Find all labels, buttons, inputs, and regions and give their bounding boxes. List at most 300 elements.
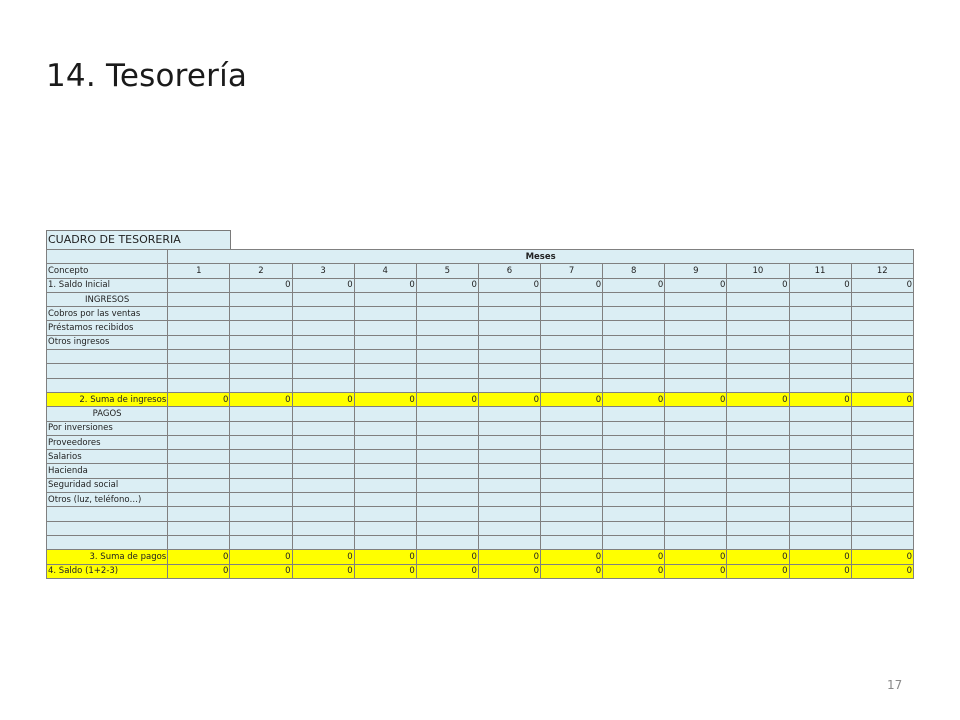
value-cell[interactable]: 0 xyxy=(665,278,727,292)
value-cell[interactable] xyxy=(789,407,851,421)
value-cell[interactable] xyxy=(789,307,851,321)
header-row-meses xyxy=(47,250,914,264)
value-cell[interactable]: 0 xyxy=(603,392,665,406)
value-cell[interactable] xyxy=(851,407,913,421)
header-blank-cell xyxy=(47,250,168,264)
value-cell[interactable] xyxy=(665,307,727,321)
value-cell[interactable] xyxy=(851,435,913,449)
value-cell[interactable] xyxy=(603,378,665,392)
table-row xyxy=(47,464,914,478)
value-cell[interactable] xyxy=(603,521,665,535)
value-cell[interactable] xyxy=(789,335,851,349)
value-cell[interactable] xyxy=(665,521,727,535)
row-label: 2. Suma de ingresos xyxy=(47,392,168,406)
value-cell[interactable] xyxy=(789,521,851,535)
value-cell[interactable] xyxy=(603,493,665,507)
value-cell[interactable]: 0 xyxy=(416,278,478,292)
value-cell[interactable]: 0 xyxy=(603,550,665,564)
value-cell[interactable] xyxy=(354,335,416,349)
value-cell[interactable]: 0 xyxy=(665,392,727,406)
table-row xyxy=(47,535,914,549)
value-cell[interactable] xyxy=(478,450,540,464)
value-cell[interactable]: 0 xyxy=(230,392,292,406)
sheet-title: CUADRO DE TESORERIA xyxy=(46,230,231,249)
month-header-5: 5 xyxy=(416,264,478,278)
value-cell[interactable] xyxy=(416,464,478,478)
value-cell[interactable] xyxy=(851,321,913,335)
value-cell[interactable] xyxy=(230,292,292,306)
value-cell[interactable] xyxy=(292,507,354,521)
value-cell[interactable] xyxy=(603,407,665,421)
value-cell[interactable] xyxy=(230,421,292,435)
value-cell[interactable]: 0 xyxy=(416,550,478,564)
value-cell[interactable] xyxy=(789,321,851,335)
value-cell[interactable] xyxy=(168,307,230,321)
value-cell[interactable] xyxy=(416,421,478,435)
value-cell[interactable] xyxy=(727,378,789,392)
value-cell[interactable] xyxy=(292,292,354,306)
value-cell[interactable] xyxy=(789,507,851,521)
value-cell[interactable]: 0 xyxy=(851,550,913,564)
row-label: INGRESOS xyxy=(47,292,168,306)
value-cell[interactable] xyxy=(541,535,603,549)
months-group-header: Meses xyxy=(168,250,914,264)
value-cell[interactable] xyxy=(478,350,540,364)
value-cell[interactable] xyxy=(292,493,354,507)
value-cell[interactable] xyxy=(851,478,913,492)
value-cell[interactable] xyxy=(727,350,789,364)
month-header-11: 11 xyxy=(789,264,851,278)
value-cell[interactable] xyxy=(665,364,727,378)
value-cell[interactable] xyxy=(665,507,727,521)
value-cell[interactable] xyxy=(603,450,665,464)
value-cell[interactable]: 0 xyxy=(354,550,416,564)
table-row xyxy=(47,550,914,564)
value-cell[interactable] xyxy=(541,507,603,521)
value-cell[interactable] xyxy=(727,493,789,507)
value-cell[interactable]: 0 xyxy=(292,564,354,578)
value-cell[interactable] xyxy=(230,364,292,378)
value-cell[interactable] xyxy=(292,350,354,364)
value-cell[interactable] xyxy=(603,507,665,521)
value-cell[interactable] xyxy=(727,435,789,449)
value-cell[interactable] xyxy=(416,350,478,364)
value-cell[interactable]: 0 xyxy=(727,550,789,564)
value-cell[interactable] xyxy=(851,292,913,306)
value-cell[interactable]: 0 xyxy=(478,550,540,564)
value-cell[interactable]: 0 xyxy=(727,564,789,578)
value-cell[interactable] xyxy=(727,421,789,435)
value-cell[interactable] xyxy=(665,292,727,306)
value-cell[interactable] xyxy=(789,450,851,464)
value-cell[interactable] xyxy=(478,478,540,492)
value-cell[interactable] xyxy=(541,421,603,435)
value-cell[interactable] xyxy=(230,521,292,535)
table-row xyxy=(47,278,914,292)
value-cell[interactable]: 0 xyxy=(354,392,416,406)
value-cell[interactable] xyxy=(230,321,292,335)
row-label: Por inversiones xyxy=(47,421,168,435)
value-cell[interactable]: 0 xyxy=(292,278,354,292)
value-cell[interactable] xyxy=(541,464,603,478)
table-row xyxy=(47,564,914,578)
value-cell[interactable]: 0 xyxy=(665,550,727,564)
value-cell[interactable] xyxy=(168,493,230,507)
value-cell[interactable]: 0 xyxy=(789,278,851,292)
value-cell[interactable] xyxy=(478,507,540,521)
value-cell[interactable]: 0 xyxy=(789,550,851,564)
value-cell[interactable] xyxy=(603,350,665,364)
row-label xyxy=(47,507,168,521)
value-cell[interactable] xyxy=(292,421,354,435)
value-cell[interactable] xyxy=(168,535,230,549)
value-cell[interactable] xyxy=(541,450,603,464)
value-cell[interactable] xyxy=(541,435,603,449)
value-cell[interactable] xyxy=(416,321,478,335)
table-row xyxy=(47,378,914,392)
value-cell[interactable] xyxy=(541,292,603,306)
value-cell[interactable] xyxy=(292,535,354,549)
row-label xyxy=(47,535,168,549)
row-label xyxy=(47,521,168,535)
value-cell[interactable] xyxy=(416,535,478,549)
row-label: Otros ingresos xyxy=(47,335,168,349)
value-cell[interactable]: 0 xyxy=(230,278,292,292)
value-cell[interactable] xyxy=(478,421,540,435)
value-cell[interactable] xyxy=(665,378,727,392)
value-cell[interactable] xyxy=(168,350,230,364)
value-cell[interactable] xyxy=(292,478,354,492)
value-cell[interactable] xyxy=(292,435,354,449)
value-cell[interactable] xyxy=(541,493,603,507)
row-label: Salarios xyxy=(47,450,168,464)
row-label xyxy=(47,350,168,364)
value-cell[interactable] xyxy=(354,292,416,306)
value-cell[interactable] xyxy=(789,364,851,378)
value-cell[interactable] xyxy=(354,535,416,549)
table-row xyxy=(47,350,914,364)
value-cell[interactable] xyxy=(168,478,230,492)
value-cell[interactable] xyxy=(851,535,913,549)
value-cell[interactable]: 0 xyxy=(416,392,478,406)
value-cell[interactable] xyxy=(354,507,416,521)
value-cell[interactable]: 0 xyxy=(541,550,603,564)
value-cell[interactable] xyxy=(851,493,913,507)
value-cell[interactable] xyxy=(292,521,354,535)
value-cell[interactable]: 0 xyxy=(541,278,603,292)
value-cell[interactable] xyxy=(727,307,789,321)
value-cell[interactable]: 0 xyxy=(354,278,416,292)
value-cell[interactable] xyxy=(665,350,727,364)
value-cell[interactable] xyxy=(354,493,416,507)
value-cell[interactable] xyxy=(789,435,851,449)
value-cell[interactable] xyxy=(541,364,603,378)
table-row xyxy=(47,493,914,507)
value-cell[interactable] xyxy=(727,292,789,306)
value-cell[interactable] xyxy=(665,450,727,464)
value-cell[interactable] xyxy=(603,321,665,335)
value-cell[interactable]: 0 xyxy=(851,564,913,578)
value-cell[interactable] xyxy=(168,435,230,449)
value-cell[interactable]: 0 xyxy=(292,392,354,406)
value-cell[interactable] xyxy=(292,450,354,464)
value-cell[interactable] xyxy=(541,307,603,321)
value-cell[interactable] xyxy=(727,364,789,378)
value-cell[interactable]: 0 xyxy=(478,392,540,406)
value-cell[interactable] xyxy=(789,535,851,549)
value-cell[interactable] xyxy=(727,478,789,492)
value-cell[interactable] xyxy=(478,407,540,421)
value-cell[interactable] xyxy=(478,464,540,478)
value-cell[interactable] xyxy=(851,450,913,464)
value-cell[interactable] xyxy=(478,521,540,535)
value-cell[interactable] xyxy=(416,435,478,449)
value-cell[interactable] xyxy=(292,407,354,421)
month-header-7: 7 xyxy=(541,264,603,278)
value-cell[interactable]: 0 xyxy=(230,550,292,564)
value-cell[interactable] xyxy=(603,335,665,349)
value-cell[interactable] xyxy=(416,450,478,464)
value-cell[interactable] xyxy=(354,407,416,421)
value-cell[interactable] xyxy=(541,321,603,335)
row-label xyxy=(47,378,168,392)
value-cell[interactable] xyxy=(665,478,727,492)
value-cell[interactable] xyxy=(851,364,913,378)
value-cell[interactable] xyxy=(354,378,416,392)
value-cell[interactable] xyxy=(230,307,292,321)
value-cell[interactable] xyxy=(292,464,354,478)
value-cell[interactable] xyxy=(478,535,540,549)
value-cell[interactable]: 0 xyxy=(478,564,540,578)
value-cell[interactable] xyxy=(168,450,230,464)
value-cell[interactable] xyxy=(168,521,230,535)
value-cell[interactable] xyxy=(354,307,416,321)
value-cell[interactable] xyxy=(665,321,727,335)
value-cell[interactable]: 0 xyxy=(230,564,292,578)
value-cell[interactable] xyxy=(168,364,230,378)
value-cell[interactable] xyxy=(354,478,416,492)
value-cell[interactable] xyxy=(230,378,292,392)
value-cell[interactable] xyxy=(416,478,478,492)
row-label: Hacienda xyxy=(47,464,168,478)
value-cell[interactable]: 0 xyxy=(354,564,416,578)
value-cell[interactable] xyxy=(789,493,851,507)
value-cell[interactable] xyxy=(478,378,540,392)
value-cell[interactable]: 0 xyxy=(727,278,789,292)
value-cell[interactable] xyxy=(416,335,478,349)
value-cell[interactable] xyxy=(354,435,416,449)
value-cell[interactable] xyxy=(665,407,727,421)
value-cell[interactable] xyxy=(354,364,416,378)
value-cell[interactable]: 0 xyxy=(416,564,478,578)
value-cell[interactable] xyxy=(727,450,789,464)
row-label: Seguridad social xyxy=(47,478,168,492)
value-cell[interactable] xyxy=(168,378,230,392)
value-cell[interactable] xyxy=(603,435,665,449)
month-header-6: 6 xyxy=(478,264,540,278)
value-cell[interactable] xyxy=(168,292,230,306)
value-cell[interactable] xyxy=(603,307,665,321)
value-cell[interactable] xyxy=(168,278,230,292)
table-row xyxy=(47,364,914,378)
value-cell[interactable] xyxy=(851,507,913,521)
table-row xyxy=(47,435,914,449)
month-header-9: 9 xyxy=(665,264,727,278)
value-cell[interactable] xyxy=(292,321,354,335)
value-cell[interactable] xyxy=(665,493,727,507)
value-cell[interactable] xyxy=(665,464,727,478)
value-cell[interactable] xyxy=(603,364,665,378)
value-cell[interactable] xyxy=(665,535,727,549)
row-label: 4. Saldo (1+2-3) xyxy=(47,564,168,578)
value-cell[interactable] xyxy=(727,521,789,535)
value-cell[interactable] xyxy=(727,407,789,421)
value-cell[interactable] xyxy=(230,464,292,478)
value-cell[interactable]: 0 xyxy=(292,550,354,564)
value-cell[interactable] xyxy=(789,421,851,435)
value-cell[interactable]: 0 xyxy=(603,278,665,292)
table-row xyxy=(47,521,914,535)
value-cell[interactable]: 0 xyxy=(851,392,913,406)
value-cell[interactable] xyxy=(603,292,665,306)
value-cell[interactable] xyxy=(416,378,478,392)
value-cell[interactable] xyxy=(354,321,416,335)
value-cell[interactable] xyxy=(603,535,665,549)
value-cell[interactable] xyxy=(168,407,230,421)
value-cell[interactable] xyxy=(230,350,292,364)
value-cell[interactable] xyxy=(230,407,292,421)
value-cell[interactable]: 0 xyxy=(665,564,727,578)
value-cell[interactable]: 0 xyxy=(789,564,851,578)
treasury-sheet xyxy=(46,230,914,579)
value-cell[interactable] xyxy=(851,421,913,435)
value-cell[interactable]: 0 xyxy=(851,278,913,292)
value-cell[interactable] xyxy=(416,292,478,306)
value-cell[interactable] xyxy=(230,493,292,507)
value-cell[interactable]: 0 xyxy=(478,278,540,292)
table-row xyxy=(47,335,914,349)
value-cell[interactable] xyxy=(851,464,913,478)
value-cell[interactable] xyxy=(416,521,478,535)
value-cell[interactable] xyxy=(354,350,416,364)
value-cell[interactable]: 0 xyxy=(541,392,603,406)
value-cell[interactable] xyxy=(416,507,478,521)
value-cell[interactable] xyxy=(416,407,478,421)
value-cell[interactable] xyxy=(541,478,603,492)
value-cell[interactable] xyxy=(292,378,354,392)
value-cell[interactable] xyxy=(168,421,230,435)
table-row xyxy=(47,507,914,521)
value-cell[interactable] xyxy=(789,292,851,306)
value-cell[interactable]: 0 xyxy=(541,564,603,578)
value-cell[interactable] xyxy=(416,307,478,321)
month-header-1: 1 xyxy=(168,264,230,278)
concept-header: Concepto xyxy=(47,264,168,278)
value-cell[interactable] xyxy=(168,335,230,349)
value-cell[interactable] xyxy=(665,421,727,435)
value-cell[interactable] xyxy=(851,307,913,321)
value-cell[interactable] xyxy=(230,507,292,521)
row-label: Proveedores xyxy=(47,435,168,449)
value-cell[interactable] xyxy=(789,378,851,392)
value-cell[interactable] xyxy=(603,478,665,492)
value-cell[interactable] xyxy=(789,478,851,492)
value-cell[interactable] xyxy=(354,521,416,535)
value-cell[interactable] xyxy=(230,335,292,349)
value-cell[interactable] xyxy=(603,464,665,478)
value-cell[interactable] xyxy=(416,493,478,507)
value-cell[interactable] xyxy=(478,307,540,321)
value-cell[interactable] xyxy=(665,335,727,349)
value-cell[interactable] xyxy=(230,450,292,464)
row-label: Préstamos recibidos xyxy=(47,321,168,335)
value-cell[interactable] xyxy=(603,421,665,435)
value-cell[interactable] xyxy=(541,521,603,535)
value-cell[interactable] xyxy=(230,435,292,449)
value-cell[interactable] xyxy=(354,464,416,478)
month-header-3: 3 xyxy=(292,264,354,278)
value-cell[interactable] xyxy=(851,350,913,364)
value-cell[interactable] xyxy=(478,435,540,449)
month-header-12: 12 xyxy=(851,264,913,278)
value-cell[interactable] xyxy=(230,478,292,492)
month-header-8: 8 xyxy=(603,264,665,278)
value-cell[interactable] xyxy=(478,335,540,349)
value-cell[interactable] xyxy=(727,321,789,335)
value-cell[interactable] xyxy=(541,378,603,392)
value-cell[interactable] xyxy=(851,335,913,349)
value-cell[interactable] xyxy=(478,292,540,306)
value-cell[interactable] xyxy=(789,350,851,364)
value-cell[interactable] xyxy=(168,321,230,335)
value-cell[interactable] xyxy=(292,335,354,349)
value-cell[interactable]: 0 xyxy=(603,564,665,578)
value-cell[interactable] xyxy=(727,535,789,549)
row-label: PAGOS xyxy=(47,407,168,421)
value-cell[interactable] xyxy=(292,307,354,321)
value-cell[interactable]: 0 xyxy=(168,392,230,406)
value-cell[interactable] xyxy=(789,464,851,478)
value-cell[interactable]: 0 xyxy=(727,392,789,406)
value-cell[interactable]: 0 xyxy=(789,392,851,406)
value-cell[interactable] xyxy=(851,521,913,535)
value-cell[interactable]: 0 xyxy=(168,550,230,564)
table-row xyxy=(47,292,914,306)
value-cell[interactable] xyxy=(230,535,292,549)
value-cell[interactable] xyxy=(354,421,416,435)
value-cell[interactable] xyxy=(727,464,789,478)
value-cell[interactable] xyxy=(292,364,354,378)
value-cell[interactable] xyxy=(354,450,416,464)
value-cell[interactable] xyxy=(168,464,230,478)
value-cell[interactable] xyxy=(478,364,540,378)
slide-title: 14. Tesorería xyxy=(46,58,248,94)
value-cell[interactable]: 0 xyxy=(168,564,230,578)
value-cell[interactable] xyxy=(416,364,478,378)
value-cell[interactable] xyxy=(478,321,540,335)
value-cell[interactable] xyxy=(478,493,540,507)
value-cell[interactable] xyxy=(851,378,913,392)
value-cell[interactable] xyxy=(541,350,603,364)
value-cell[interactable] xyxy=(665,435,727,449)
value-cell[interactable] xyxy=(541,407,603,421)
value-cell[interactable] xyxy=(168,507,230,521)
value-cell[interactable] xyxy=(727,507,789,521)
month-header-4: 4 xyxy=(354,264,416,278)
table-row xyxy=(47,307,914,321)
value-cell[interactable] xyxy=(727,335,789,349)
value-cell[interactable] xyxy=(541,335,603,349)
